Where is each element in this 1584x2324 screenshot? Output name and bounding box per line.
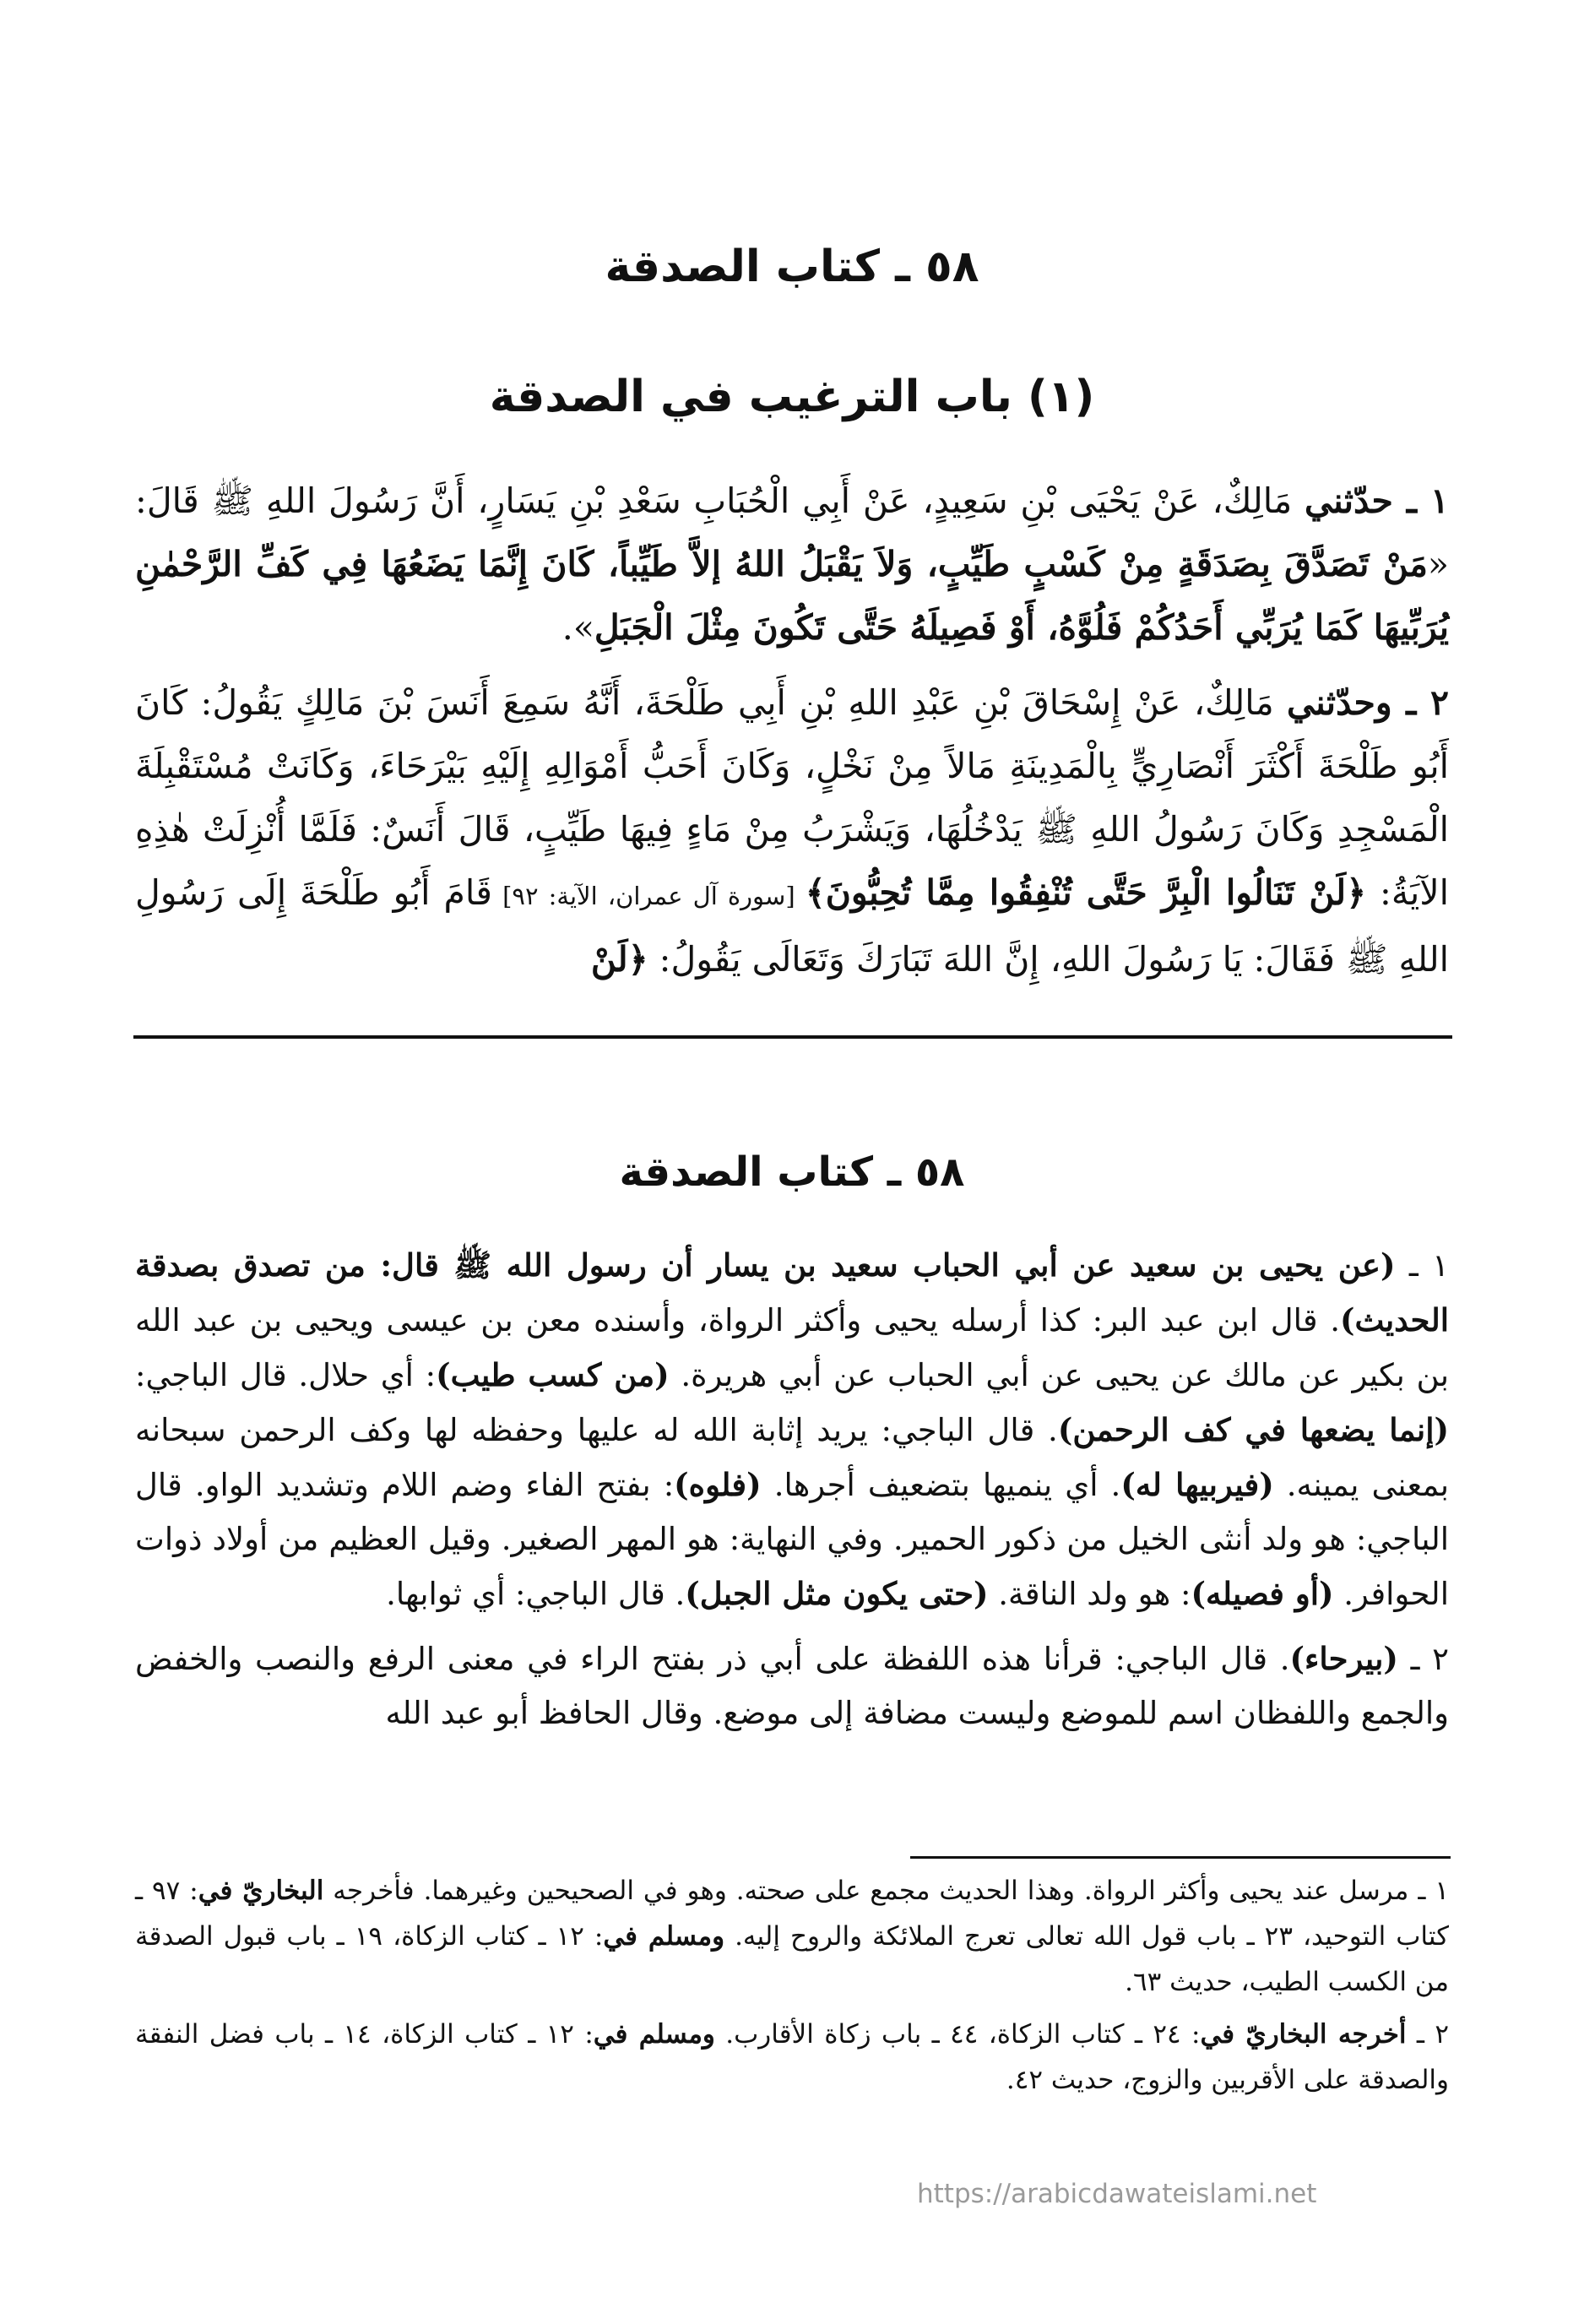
commentary-1-bold-3: (إنما يضعها في كف الرحمن)	[1057, 1411, 1449, 1448]
hadith-1-end: ».	[561, 607, 594, 648]
footnote-2-mid: : ٢٤ ـ كتاب الزكاة، ٤٤ ـ باب زكاة الأقارب.	[714, 2019, 1201, 2050]
footnote-1-bold-1: البخاريّ في	[198, 1876, 324, 1906]
chapter-title: (١) باب الترغيب في الصدقة	[489, 372, 1095, 422]
commentary-1-text-7: . قال الباجي: أي ثوابها.	[386, 1576, 686, 1612]
commentary-1-text-3: . قال الباجي: يريد إثابة الله له عليها وحفظه لها وكف الرحمن سبحانه بمعنى يمينه.	[135, 1412, 1450, 1503]
footnotes	[135, 1868, 1449, 2110]
commentary-section	[135, 1238, 1449, 1740]
matn-section	[135, 470, 1449, 991]
book-title: ٥٨ ـ كتاب الصدقة	[605, 242, 979, 292]
footnote-2-pre: ٢ ـ	[1406, 2019, 1449, 2050]
commentary-1-text-6: : هو ولد الناقة.	[988, 1576, 1191, 1612]
matn-divider	[133, 1035, 1452, 1039]
footnote-2-bold-2: ومسلم في	[593, 2019, 715, 2050]
verse-reference: [سورة آل عمران، الآية: ٩٢]	[491, 882, 806, 910]
hadith-1-isnad: مَالِكٌ، عَنْ يَحْيَى بْنِ سَعِيدٍ، عَنْ أَبِي الْحُبَابِ سَعْدِ بْنِ يَسَارٍ، أَنَّ رَسُولَ اللهِ ﷺ قَالَ: «	[135, 481, 1449, 584]
commentary-1	[135, 1238, 1449, 1621]
commentary-book-title: ٥٨ ـ كتاب الصدقة	[619, 1148, 965, 1196]
footnote-divider	[910, 1856, 1451, 1859]
commentary-1-bold-6: (أو فصيله)	[1191, 1575, 1334, 1612]
commentary-1-bold-4: (فيربيها له)	[1120, 1466, 1274, 1503]
hadith-2-part2: قَامَ أَبُو طَلْحَةَ إِلَى رَسُولِ اللهِ ﷺ فَقَالَ: يَا رَسُولَ اللهِ، إِنَّ اللهَ تَبَارَكَ وَتَعَالَى يَقُولُ:	[135, 872, 1449, 980]
hadith-2-number: ٢ ـ	[1391, 682, 1449, 723]
commentary-2-text-1: . قال الباجي: قرأنا هذه اللفظة على أبي ذر بفتح الراء في معنى الرفع والنصب والخفض والجمع واللفظان اسم للموضع وليست مضافة إلى موضع. وقال الحافظ أبو عبد الله	[135, 1641, 1449, 1731]
quran-verse: ﴿لَنْ تَنَالُوا الْبِرَّ حَتَّى تُنْفِقُوا مِمَّا تُحِبُّونَ﴾	[805, 872, 1367, 913]
hadith-1	[135, 470, 1449, 660]
commentary-1-bold-7: (حتى يكون مثل الجبل)	[685, 1575, 989, 1612]
hadith-1-text: مَنْ تَصَدَّقَ بِصَدَقَةٍ مِنْ كَسْبٍ طَيِّبٍ، وَلاَ يَقْبَلُ اللهُ إلاَّ طَيِّباً، كَانَ إِنَّمَا يَضَعُهَا فِي كَفِّ الرَّحْمٰنِ يُرَبِّيهَا كَمَا يُرَبِّي أَحَدُكُمْ فَلُوَّهُ، أَوْ فَصِيلَهُ حَتَّى تَكُونَ مِثْلَ الْجَبَلِ	[135, 544, 1449, 648]
footnote-2-bold-1: أخرجه البخاريّ في	[1200, 2019, 1407, 2050]
footnote-1	[135, 1868, 1449, 2005]
commentary-2-bold-1: (بيرحاء)	[1289, 1640, 1398, 1677]
hadith-1-lead: حدّثني	[1305, 481, 1393, 521]
commentary-1-text-1: . قال ابن عبد البر: كذا أرسله يحيى وأكثر الرواة، وأسنده معن بن عيسى ويحيى بن عبد الله بن بكير عن مالك عن يحيى عن أبي الحباب عن أبي هريرة.	[135, 1302, 1449, 1393]
hadith-2	[135, 671, 1449, 991]
commentary-1-text-5: : بفتح الفاء وضم اللام وتشديد الواو. قال الباجي: هو ولد أنثى الخيل من ذكور الحمير. وفي النهاية: هو المهر الصغير. وقيل العظيم من أولاد ذوات الحوافر.	[135, 1467, 1449, 1612]
footnote-1-bold-2: ومسلم في	[603, 1921, 725, 1952]
commentary-1-bold-1: (عن يحيى بن سعيد عن أبي الحباب سعيد بن يسار أن رسول الله ﷺ قال: من تصدق بصدقة الحديث)	[135, 1246, 1449, 1338]
footnote-2	[135, 2012, 1449, 2103]
commentary-1-bold-2: (من كسب طيب)	[436, 1356, 670, 1393]
commentary-1-number: ١ ـ	[1395, 1247, 1449, 1284]
commentary-2-number: ٢ ـ	[1397, 1641, 1449, 1677]
quran-verse-continued: ﴿لَنْ	[590, 939, 648, 980]
watermark-url: https://arabicdawateislami.net	[917, 2179, 1317, 2209]
commentary-2	[135, 1632, 1449, 1740]
commentary-1-bold-5: (فلوه)	[674, 1466, 762, 1503]
footnote-1-post: : ١٢ ـ كتاب الزكاة، ١٩ ـ باب قبول الصدقة من الكسب الطيب، حديث ٦٣.	[135, 1921, 1449, 1997]
commentary-1-text-4: . أي ينميها بتضعيف أجرها.	[761, 1467, 1121, 1503]
footnote-1-pre: ١ ـ مرسل عند يحيى وأكثر الرواة. وهذا الحديث مجمع على صحته. وهو في الصحيحين وغيرهما. فأخرجه	[323, 1876, 1449, 1906]
footnote-2-post: : ١٢ ـ كتاب الزكاة، ١٤ ـ باب فضل النفقة والصدقة على الأقربين والزوج، حديث ٤٢.	[135, 2019, 1449, 2095]
hadith-2-lead: وحدّثني	[1287, 682, 1392, 723]
commentary-1-text-2: : أي حلال. قال الباجي:	[135, 1357, 437, 1393]
hadith-2-part1: مَالِكٌ، عَنْ إِسْحَاقَ بْنِ عَبْدِ اللهِ بْنِ أَبِي طَلْحَةَ، أَنَّهُ سَمِعَ أَنَسَ بْنَ مَالِكٍ يَقُولُ: كَانَ أَبُو طَلْحَةَ أَكْثَرَ أَنْصَارِيٍّ بِالْمَدِينَةِ مَالاً مِنْ نَخْلٍ، وَكَانَ أَحَبُّ أَمْوَالِهِ إِلَيْهِ بَيْرَحَاءَ، وَكَانَتْ مُسْتَقْبِلَةَ الْمَسْجِدِ وَكَانَ رَسُولُ اللهِ ﷺ يَدْخُلُهَا، وَيَشْرَبُ مِنْ مَاءٍ فِيهَا طَيِّبٍ، قَالَ أَنَسٌ: فَلَمَّا أُنْزِلَتْ هٰذِهِ الآيَةُ:	[135, 682, 1450, 913]
footnote-1-mid: : ٩٧ ـ كتاب التوحيد، ٢٣ ـ باب قول الله تعالى تعرج الملائكة والروح إليه.	[135, 1876, 1449, 1952]
hadith-1-number: ١ ـ	[1392, 481, 1450, 521]
